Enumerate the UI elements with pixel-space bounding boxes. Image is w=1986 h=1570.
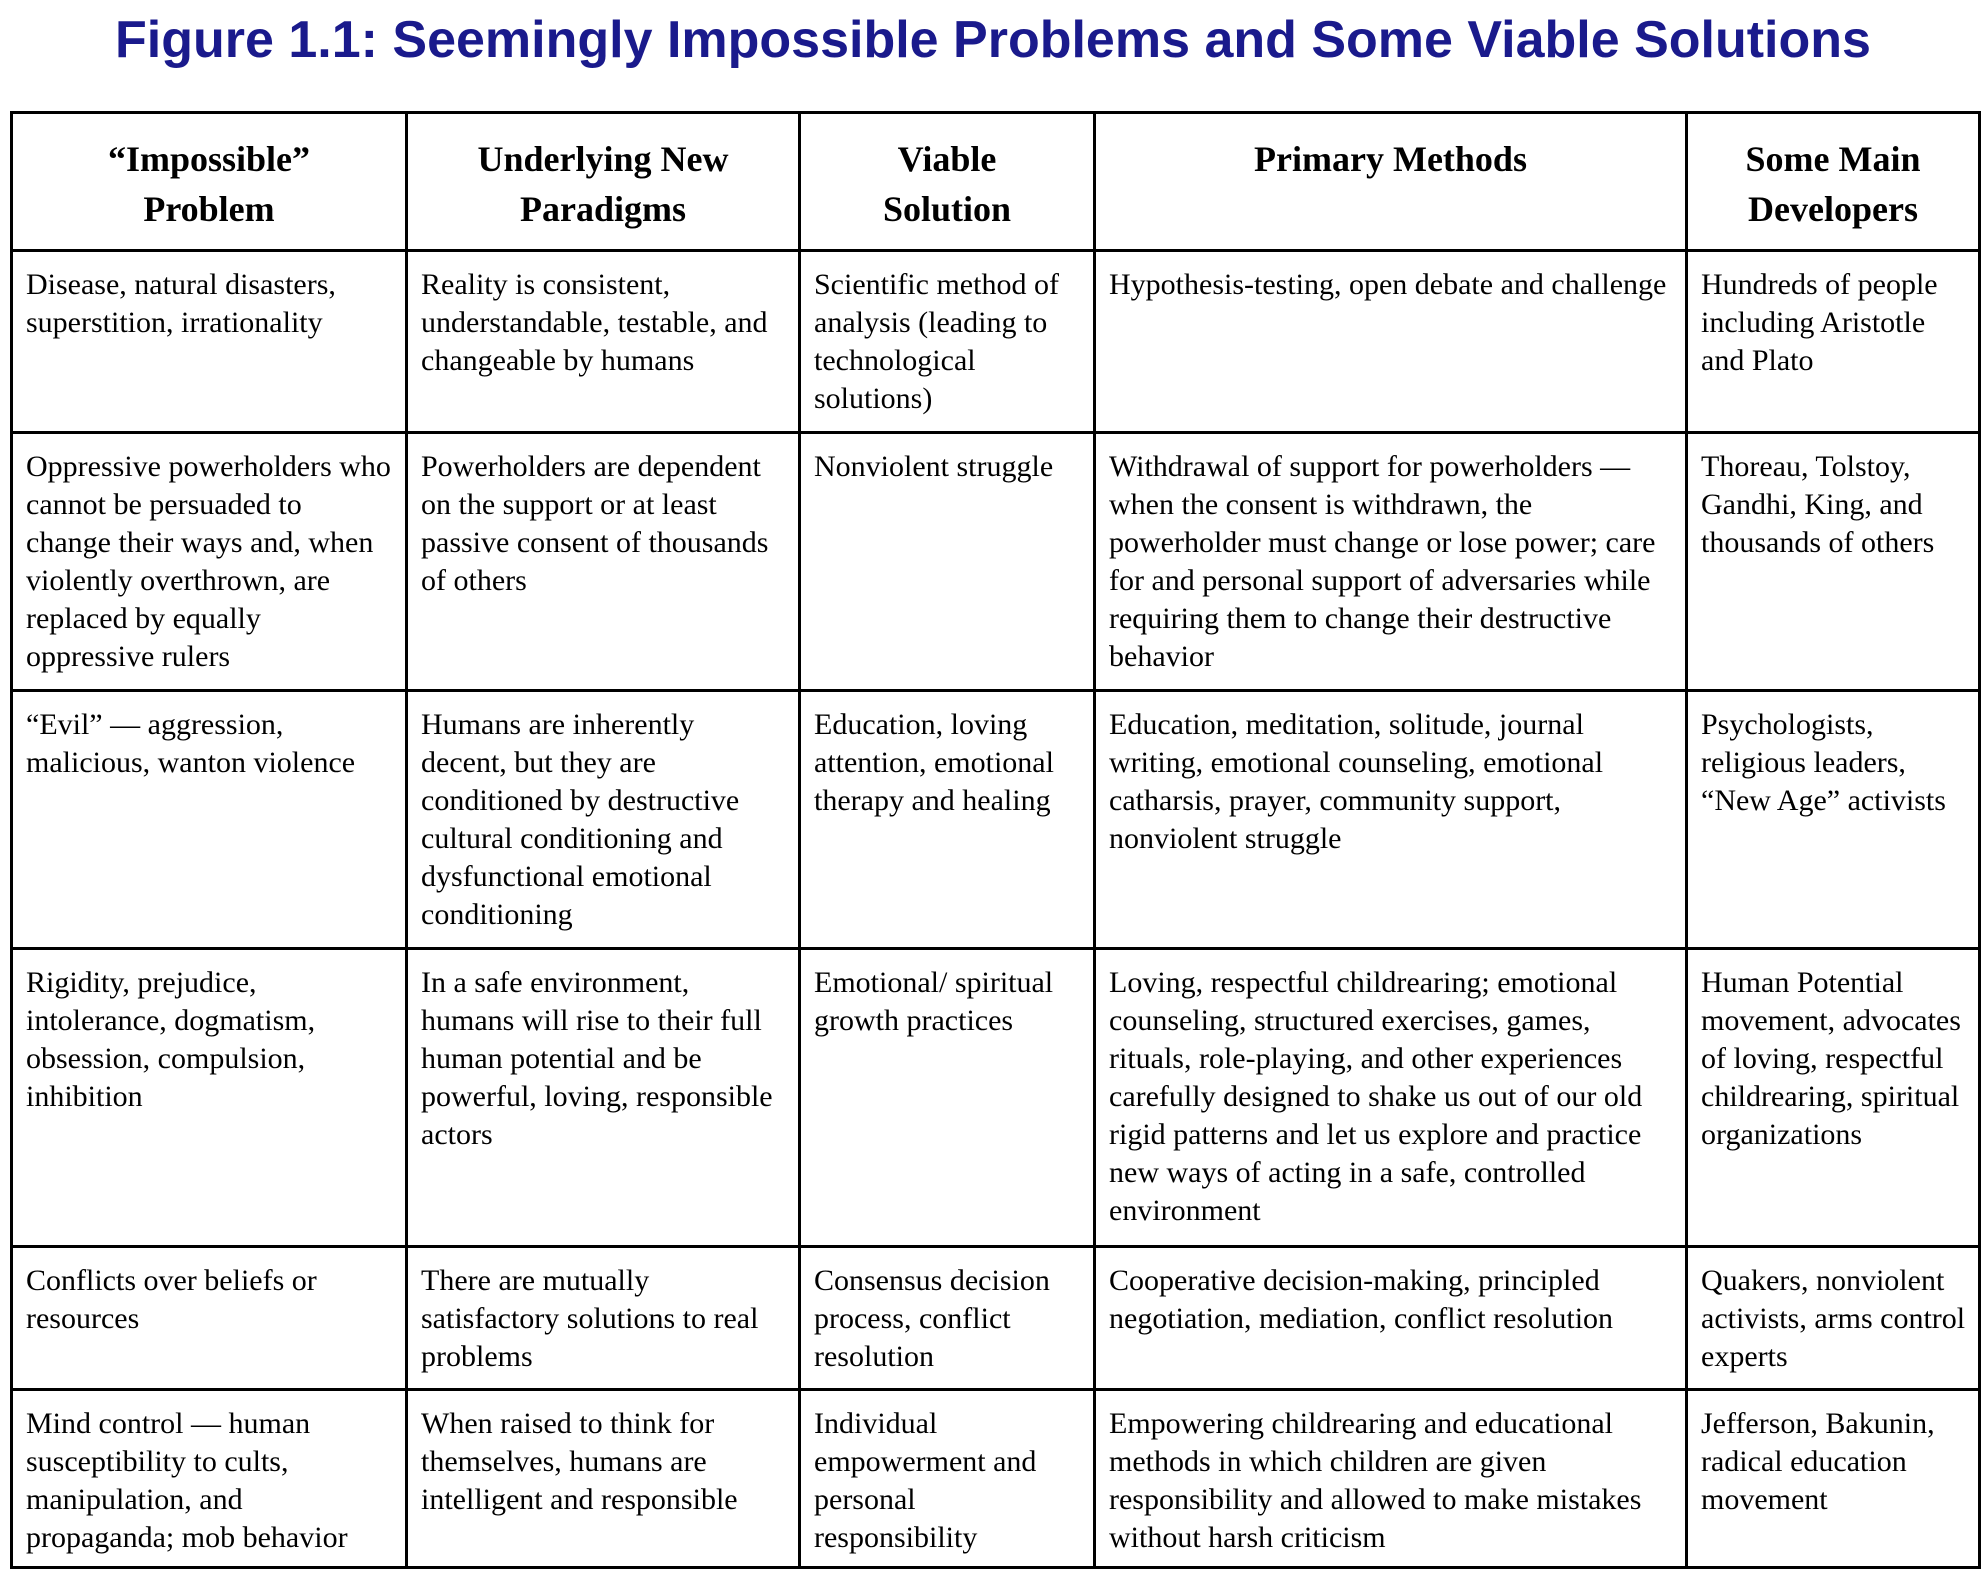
cell-methods: Cooperative decision-making, principled negotiation, mediation, conflict resolution [1095,1247,1687,1390]
cell-developers: Hundreds of people including Aristotle and Plato [1687,251,1980,433]
cell-methods: Hypothesis-testing, open debate and challenge [1095,251,1687,433]
cell-paradigm: Humans are inherently decent, but they are conditioned by destructive cultural conditioning and dysfunctional emotional conditioning [407,691,800,949]
cell-problem: Conflicts over beliefs or resources [12,1247,407,1390]
cell-developers: Human Potential movement, advocates of loving, respectful childrearing, spiritual organizations [1687,949,1980,1247]
cell-paradigm: Powerholders are dependent on the support or at least passive consent of thousands of others [407,433,800,691]
cell-solution: Scientific method of analysis (leading to technological solutions) [800,251,1095,433]
table-row [12,949,1980,1247]
cell-paradigm: When raised to think for themselves, humans are intelligent and responsible [407,1390,800,1568]
cell-problem: “Evil” — aggression, malicious, wanton violence [12,691,407,949]
header-line: Some Main [1745,139,1921,179]
cell-developers: Quakers, nonviolent activists, arms control experts [1687,1247,1980,1390]
table-row [12,1247,1980,1390]
header-problem [12,113,407,251]
header-line: Paradigms [520,189,686,229]
header-row [12,113,1980,251]
cell-paradigm: There are mutually satisfactory solutions to real problems [407,1247,800,1390]
cell-methods: Education, meditation, solitude, journal writing, emotional counseling, emotional catharsis, prayer, community support, nonviolent struggle [1095,691,1687,949]
cell-solution: Education, loving attention, emotional therapy and healing [800,691,1095,949]
header-line: Underlying New [477,139,729,179]
cell-paradigm: In a safe environment, humans will rise to their full human potential and be powerful, loving, responsible actors [407,949,800,1247]
table-row [12,691,1980,949]
header-line: Viable [897,139,997,179]
cell-methods: Empowering childrearing and educational methods in which children are given responsibility and allowed to make mistakes without harsh criticism [1095,1390,1687,1568]
cell-paradigm: Reality is consistent, understandable, testable, and changeable by humans [407,251,800,433]
cell-problem: Oppressive powerholders who cannot be persuaded to change their ways and, when violently overthrown, are replaced by equally oppressive rulers [12,433,407,691]
cell-solution: Nonviolent struggle [800,433,1095,691]
cell-methods: Loving, respectful childrearing; emotional counseling, structured exercises, games, rituals, role-playing, and other experiences carefully designed to shake us out of our old rigid patterns and let us explore and practice new ways of acting in a safe, controlled environment [1095,949,1687,1247]
header-line: Primary Methods [1254,139,1527,179]
header-line: “Impossible” [107,139,311,179]
table-row [12,251,1980,433]
cell-developers: Jefferson, Bakunin, radical education movement [1687,1390,1980,1568]
cell-solution: Individual empowerment and personal responsibility [800,1390,1095,1568]
header-solution [800,113,1095,251]
cell-developers: Psychologists, religious leaders, “New Age” activists [1687,691,1980,949]
header-methods [1095,113,1687,251]
table-row [12,1390,1980,1568]
header-line: Developers [1748,189,1918,229]
cell-problem: Mind control — human susceptibility to cults, manipulation, and propaganda; mob behavior [12,1390,407,1568]
cell-solution: Consensus decision process, conflict resolution [800,1247,1095,1390]
figure-table [10,111,1981,1569]
header-paradigms [407,113,800,251]
cell-problem: Rigidity, prejudice, intolerance, dogmatism, obsession, compulsion, inhibition [12,949,407,1247]
cell-developers: Thoreau, Tolstoy, Gandhi, King, and thousands of others [1687,433,1980,691]
cell-solution: Emotional/ spiritual growth practices [800,949,1095,1247]
header-developers [1687,113,1980,251]
header-line: Solution [882,189,1012,229]
cell-methods: Withdrawal of support for powerholders — when the consent is withdrawn, the powerholder must change or lose power; care for and personal support of adversaries while requiring them to change their destructive behavior [1095,433,1687,691]
page-title: Figure 1.1: Seemingly Impossible Problems and Some Viable Solutions [115,11,1871,69]
header-line: Problem [143,189,275,229]
cell-problem: Disease, natural disasters, superstition, irrationality [12,251,407,433]
table-row [12,433,1980,691]
